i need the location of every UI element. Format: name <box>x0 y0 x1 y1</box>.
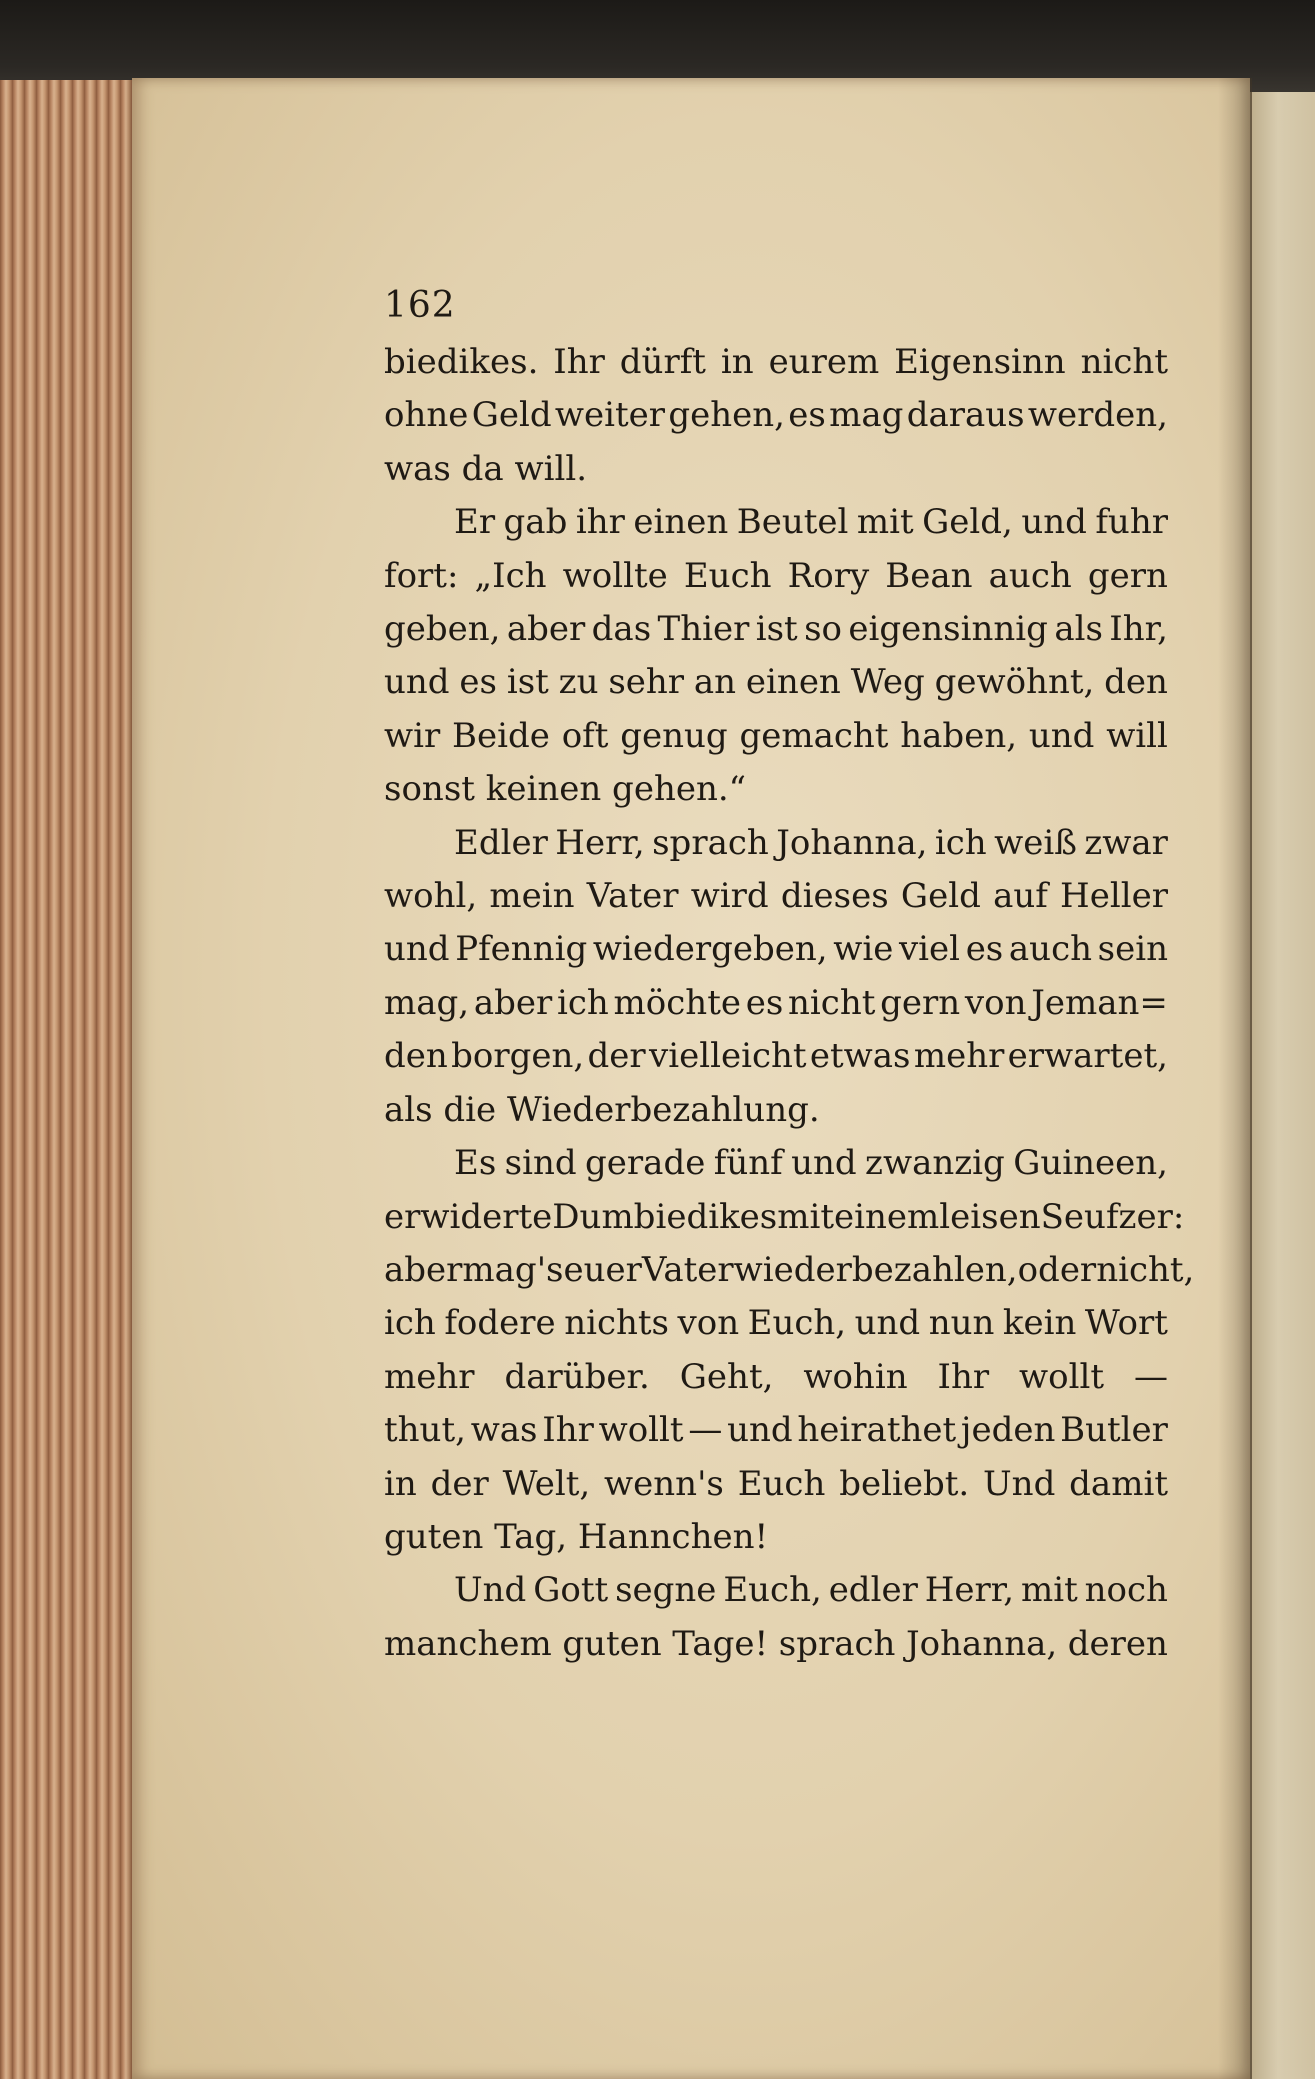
book-page-edges <box>0 80 135 2079</box>
text-line: Und Gott segne Euch, edler Herr, mit noch <box>454 1570 1168 1611</box>
text-line: guten Tag, Hannchen! <box>384 1516 769 1557</box>
text-line: Es sind gerade fünf und zwanzig Guineen, <box>454 1143 1168 1184</box>
text-line: wir Beide oft genug gemacht haben, und will <box>384 715 1168 756</box>
text-line: aber mag's euer Vater wieder bezahlen, oder nicht, <box>384 1249 1195 1290</box>
text-line: mehr darüber. Geht, wohin Ihr wollt — <box>384 1356 1168 1397</box>
text-line: ohne Geld weiter gehen, es mag daraus werden, <box>384 395 1168 436</box>
text-line: sonst keinen gehen.“ <box>384 769 747 810</box>
gutter-shadow <box>1218 78 1252 2079</box>
text-line: den borgen, der vielleicht etwas mehr erwartet, <box>384 1036 1168 1077</box>
text-line: manchem guten Tage! sprach Johanna, deren <box>384 1623 1168 1664</box>
text-line: mag, aber ich möchte es nicht gern von Jeman= <box>384 982 1168 1023</box>
text-line: Edler Herr, sprach Johanna, ich weiß zwar <box>454 822 1168 863</box>
text-line: geben, aber das Thier ist so eigensinnig als Ihr, <box>384 609 1168 650</box>
text-line: als die Wiederbezahlung. <box>384 1089 820 1130</box>
text-line: in der Welt, wenn's Euch beliebt. Und damit <box>384 1463 1168 1504</box>
text-line: ich fodere nichts von Euch, und nun kein Wort <box>384 1303 1168 1344</box>
text-line: wohl, mein Vater wird dieses Geld auf Heller <box>384 876 1168 917</box>
text-lines <box>384 336 1195 1671</box>
page-number: 162 <box>384 285 456 326</box>
text-line: biedikes. Ihr dürft in eurem Eigensinn nicht <box>384 342 1168 382</box>
page-text <box>384 285 1195 1671</box>
text-line: fort: „Ich wollte Euch Rory Bean auch gern <box>384 555 1168 596</box>
text-line: thut, was Ihr wollt — und heirathet jeden Butler <box>384 1410 1168 1451</box>
text-line: was da will. <box>384 448 588 489</box>
text-line: Er gab ihr einen Beutel mit Geld, und fuhr <box>454 502 1168 543</box>
facing-page-edge <box>1250 92 1315 2079</box>
text-line: und Pfennig wiedergeben, wie viel es auch sein <box>384 929 1168 970</box>
text-line: erwiderte Dumbiedikes mit einem leisen Seufzer: <box>384 1196 1185 1237</box>
text-line: und es ist zu sehr an einen Weg gewöhnt, den <box>384 662 1168 703</box>
